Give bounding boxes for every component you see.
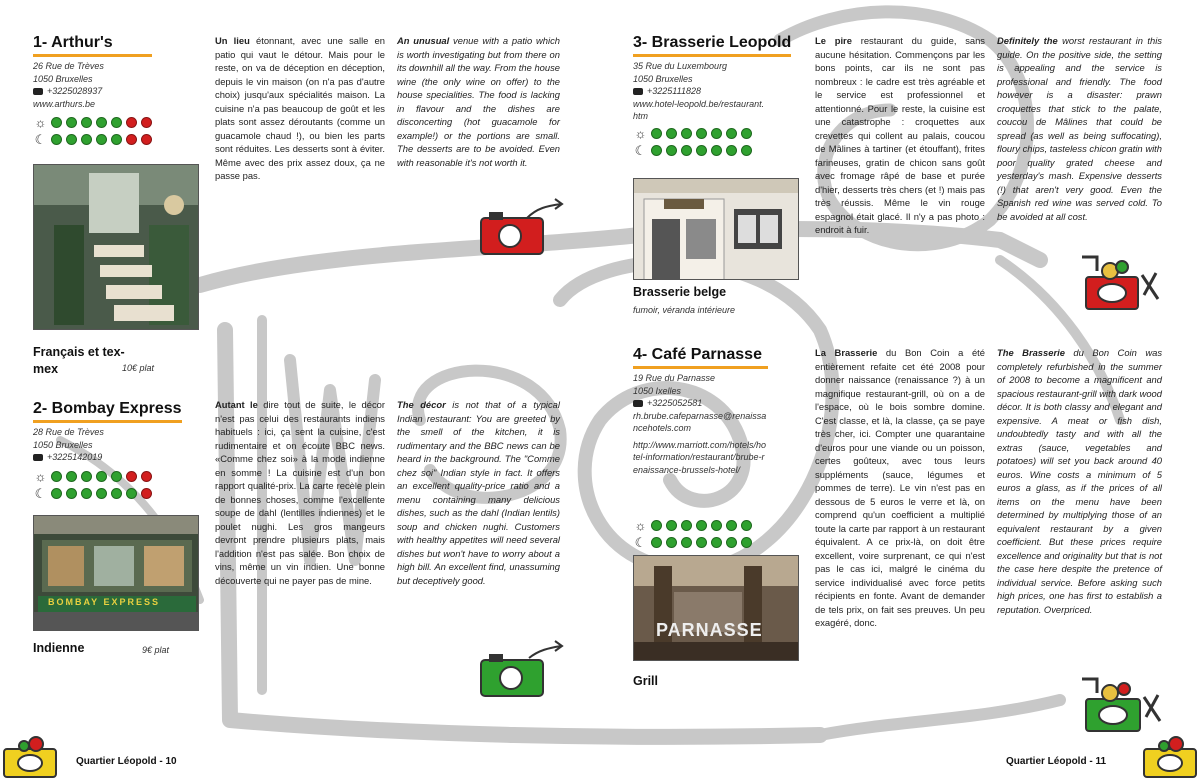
phone-number: +3225142019 — [47, 452, 103, 462]
rating-dot-green — [651, 520, 662, 531]
review-lead: Autant le — [215, 399, 258, 410]
chef-plate-rating-icon — [1072, 675, 1172, 737]
rating-night — [33, 486, 182, 501]
phone-number: +3225028937 — [47, 86, 103, 96]
review-lead: Definitely the — [997, 35, 1058, 46]
rating-dot-green — [681, 145, 692, 156]
phone-row — [633, 85, 791, 98]
sun-icon: ☼ — [34, 115, 47, 130]
rating-dot-green — [741, 537, 752, 548]
rating-dot-green — [681, 520, 692, 531]
sun-icon: ☼ — [634, 518, 647, 533]
sun-icon: ☼ — [34, 468, 47, 484]
website-link[interactable]: www.arthurs.be — [33, 98, 96, 109]
restaurant-title: 1- Arthur's — [33, 34, 152, 57]
restaurant-card-arthurs — [33, 34, 152, 147]
sun-icon: ☼ — [634, 125, 647, 141]
rating-dot-green — [681, 537, 692, 548]
rating-dot-green — [726, 128, 737, 139]
phone-number: +3225052581 — [647, 398, 703, 408]
review-en — [997, 346, 1162, 616]
review-body: du Bon Coin a été entièrement refaite cet été 2008 pour donner naissance (renaissance ?) à un magnifique restaurant-grill, où on a de l'espace, où le bois sombre domine. C'est classe, et là, la classe, ça se paye très cher, ici. Compter une quarantaine d'euros pour une viande ou un poisson, certes goûteux, avec tous leurs suppléments (sauce, légumes et pommes de terre). Le vin n'est pas en dessous de 5 euros le verre et là, on comprend qu'un coefficient a multiplié toute la carte par rapport à un restaurant équivalent. A ce prix-là, on doit être excellent, voire surprenant, ce qui n'est pas le cas ici, malgré le cinéma du service individualisé avec force petits récipients en fonte. Avant de demander de tels prix, on fait ses preuves. Un peu exagéré, donc. — [815, 347, 985, 628]
rating-dot-green — [96, 488, 107, 499]
review-lead: La Brasserie — [815, 347, 878, 358]
rating-dot-red — [141, 488, 152, 499]
rating-dot-green — [51, 471, 62, 482]
address-line: 1050 Bruxelles — [33, 439, 93, 450]
phone-row — [33, 85, 152, 98]
page-footer-right: Quartier Léopold - 11 — [1006, 756, 1107, 767]
review-body: étonnant, avec une salle en patio qui vaut le détour. Mais pour le reste, on va de déception en déception, depuis le vin maison (on n'a pas d'autre choix) jusqu'aux spécialités maison. La cuisine n'a pas beaucoup de goût et les plats sont assez déroutants (comme un guacamole chaud !), ou bien les parts sont réduites. Les desserts sont à éviter. Même avec des prix assez doux, ça ne passe pas. — [215, 35, 385, 181]
review-lead: The décor — [397, 399, 446, 410]
review-body: dire tout de suite, le décor n'est pas celui des restaurants indiens habituels : ici, ça sent la cuisine, c'est rudimentaire et on écoute BBC news. «Comme chez soi» à la mode indienne en somme ! La cuisine est d'un bon rapport qualité-prix. La carte recèle plein de bonnes choses, comme l'excellente soupe de dahl (lentilles indiennes) et le poulet nughi. Les gros mangeurs devront prendre plusieurs plats, mais l'addition n'est pas salée. Bon choix de vins, même un vin indien. Une bonne découverte qui ne payer pas de mine. — [215, 399, 386, 586]
rating-dot-green — [666, 145, 677, 156]
rating-dot-red — [141, 117, 152, 128]
rating-dot-green — [111, 488, 122, 499]
rating-dot-green — [66, 117, 77, 128]
rating-dot-green — [741, 128, 752, 139]
rating-dot-green — [711, 145, 722, 156]
rating-day — [633, 126, 791, 141]
review-fr — [215, 34, 385, 183]
rating-dot-green — [651, 537, 662, 548]
rating-dot-green — [111, 471, 122, 482]
rating-dot-green — [96, 117, 107, 128]
address-line: 35 Rue du Luxembourg — [633, 61, 728, 71]
cuisine-label: Grill — [633, 674, 659, 688]
rating-dot-green — [126, 488, 137, 499]
moon-icon: ☾ — [634, 142, 647, 158]
restaurant-card-cafe-parnasse — [633, 346, 768, 476]
address-line: 1050 Ixelles — [633, 385, 682, 396]
rating-dot-green — [726, 537, 737, 548]
phone-icon — [633, 400, 643, 407]
rating-night — [633, 143, 791, 158]
rating-dot-green — [66, 134, 77, 145]
review-body: is not that of a typical Indian restaurant: You are greeted by the smell of the kitchen, it is rudimentary and the BBC news can be heard in the background. The "Comme chez soi" Indian style in fact. It offers an excellent quality-price ratio and a menu containing many delicious dishes, such as the dahl (Indian lentils) soup and chicken nughi. Customers with healthy appetites will need several dishes but won't have to worry about a high bill. An excellent find, unassuming but deceptively good. — [397, 399, 560, 586]
guide-logo-icon — [1140, 735, 1200, 779]
rating-dot-red — [141, 471, 152, 482]
chef-plate-rating-icon — [1072, 255, 1167, 315]
restaurant-card-brasserie-leopold — [633, 34, 791, 158]
rating-dot-green — [51, 134, 62, 145]
rating-dot-green — [711, 520, 722, 531]
page-footer-left: Quartier Léopold - 10 — [76, 756, 177, 767]
review-body: venue with a patio which is worth investigating but from there on its downhill all the way. From the house wine (the only wine on offer) to the house specialities. The food is lacking in flavour and the dishes are disconcerting (hot guacamole for example!) or the portions are small. The desserts are to be avoided. Even with reasonable it's not worth it. — [397, 35, 560, 168]
rating-dot-green — [666, 520, 677, 531]
restaurant-title: 2- Bombay Express — [33, 400, 182, 423]
rating-dot-green — [81, 471, 92, 482]
rating-dot-green — [726, 520, 737, 531]
rating-night — [633, 535, 752, 550]
rating-dot-green — [741, 145, 752, 156]
website-link[interactable]: www.hotel-leopold.be/restaurant.htm — [633, 98, 765, 121]
price-label: 10€ plat — [122, 363, 155, 373]
rating-dot-green — [96, 134, 107, 145]
guide-logo-icon — [2, 735, 62, 779]
rating-dot-green — [711, 537, 722, 548]
rating-dot-green — [666, 128, 677, 139]
rating-dot-red — [126, 117, 137, 128]
camera-rating-icon — [477, 196, 567, 258]
rating-dot-green — [696, 145, 707, 156]
phone-row — [33, 451, 182, 464]
rating-dot-green — [696, 520, 707, 531]
rating-dot-green — [711, 128, 722, 139]
rating-dot-green — [81, 134, 92, 145]
cuisine-label: Indienne — [33, 641, 85, 655]
rating-dot-green — [66, 471, 77, 482]
photo-sign-text: PARNASSE — [656, 620, 763, 640]
restaurant-card-bombay-express — [33, 400, 182, 501]
address-line: 28 Rue de Trèves — [33, 427, 104, 437]
review-lead: The Brasserie — [997, 347, 1065, 358]
review-fr — [815, 346, 985, 630]
camera-rating-icon — [475, 640, 567, 700]
rating-dot-green — [111, 117, 122, 128]
address-line: 1050 Bruxelles — [33, 73, 93, 84]
rating-dot-green — [651, 145, 662, 156]
features-label: fumoir, véranda intérieure — [633, 305, 736, 315]
review-fr — [815, 34, 985, 237]
rating-block — [633, 518, 752, 550]
cuisine-label: Français et tex-mex — [33, 345, 125, 376]
phone-icon — [33, 88, 43, 95]
moon-icon: ☾ — [34, 485, 47, 501]
rating-dot-green — [51, 117, 62, 128]
photo-sign-text: BOMBAY EXPRESS — [48, 597, 161, 607]
restaurant-title: 3- Brasserie Leopold — [633, 34, 791, 57]
price-label: 9€ plat — [142, 645, 170, 655]
phone-row — [633, 397, 768, 410]
rating-dot-green — [726, 145, 737, 156]
rating-dot-green — [681, 128, 692, 139]
review-body: du Bon Coin was completely refurbished in the summer of 2008 to become a magnificent and spacious restaurant-grill with dark wood décor. It is both classy and elegant and expensive. A meat or fish dish, undoubtedly tasty and with all the extras (sauce, vegetables and potatoes) will set you back around 40 euros. Wine costs a minimum of 5 euros a glass, as if the prices of all items on the menu have been determined by multiplying those of an equivalent restaurant by a given coefficient. But these prices require excellence and originality but that is not the case here despite the pretence of individual service. Before asking such high prices, one has first to establish a reputation. Overpriced. — [997, 347, 1163, 615]
rating-night — [33, 132, 152, 147]
rating-day — [633, 518, 752, 533]
restaurant-photo-arthurs — [33, 164, 199, 330]
restaurant-title: 4- Café Parnasse — [633, 346, 768, 369]
rating-dot-green — [51, 488, 62, 499]
moon-icon: ☾ — [34, 132, 47, 147]
restaurant-photo-brasserie-leopold — [633, 178, 799, 280]
review-body: restaurant du guide, sans aucune hésitation. Commençons par les bons points, car ils ne sont pas nombreux : le cadre est très agréable et le service est professionnel et attentionné. Pour le reste, la cuisine est une catastrophe : croquettes aux crevettes qui collent au palais, coucou de Mâlines à tartiner (et étouffant), frites farineuses, gratin de chicon sans goût avec fromage râpé de base et purée d'hier, desserts très chers (et !) mais pas très réussis. Même le vin rouge espagnol était glacé. Il n'y a pas photo : endroit à fuir. — [815, 35, 985, 235]
phone-icon — [33, 454, 43, 461]
moon-icon: ☾ — [634, 535, 647, 550]
review-lead: Le pire — [815, 35, 852, 46]
review-lead: An unusual — [397, 35, 450, 46]
phone-icon — [633, 88, 643, 95]
rating-day — [33, 115, 152, 130]
review-en — [997, 34, 1162, 223]
rating-dot-green — [81, 488, 92, 499]
address-line: 1050 Bruxelles — [633, 73, 693, 84]
website-link[interactable]: http://www.marriott.com/hotels/hotel-information/restaurant/brube-renaissance-brussels-hotel/ — [633, 439, 767, 475]
review-en — [397, 398, 560, 587]
cuisine-label: Brasserie belge — [633, 285, 727, 299]
rating-dot-green — [651, 128, 662, 139]
rating-dot-green — [696, 128, 707, 139]
rating-dot-red — [126, 134, 137, 145]
review-en — [397, 34, 560, 169]
restaurant-photo-bombay-express — [33, 515, 199, 631]
review-lead: Un lieu — [215, 35, 250, 46]
rating-dot-green — [741, 520, 752, 531]
address-line: 26 Rue de Trèves — [33, 61, 104, 71]
address-line: 19 Rue du Parnasse — [633, 373, 716, 383]
phone-number: +3225111828 — [647, 86, 701, 96]
email-link[interactable]: rh.brube.cafeparnasse@renaissancehotels.com — [633, 410, 767, 433]
rating-dot-green — [696, 537, 707, 548]
rating-dot-green — [66, 488, 77, 499]
rating-dot-green — [111, 134, 122, 145]
rating-dot-green — [666, 537, 677, 548]
rating-dot-red — [126, 471, 137, 482]
rating-dot-red — [141, 134, 152, 145]
review-body: worst restaurant in this guide. On the positive side, the setting is appealing and the service is professional and friendly. The food however is a disaster: prawn croquettes that stick to the palate, coucou de Mâlines that could be spread (as well as being suffocating), floury chips, tasteless chicon gratin with poor quality grated cheese and yesterday's mash. Expensive desserts (!) that aren't very good. Even the Spanish red wine was served cold. To be avoided at all cost. — [997, 35, 1162, 222]
rating-day — [33, 469, 182, 484]
review-fr — [215, 398, 385, 587]
restaurant-photo-cafe-parnasse — [633, 555, 799, 661]
rating-dot-green — [96, 471, 107, 482]
rating-dot-green — [81, 117, 92, 128]
